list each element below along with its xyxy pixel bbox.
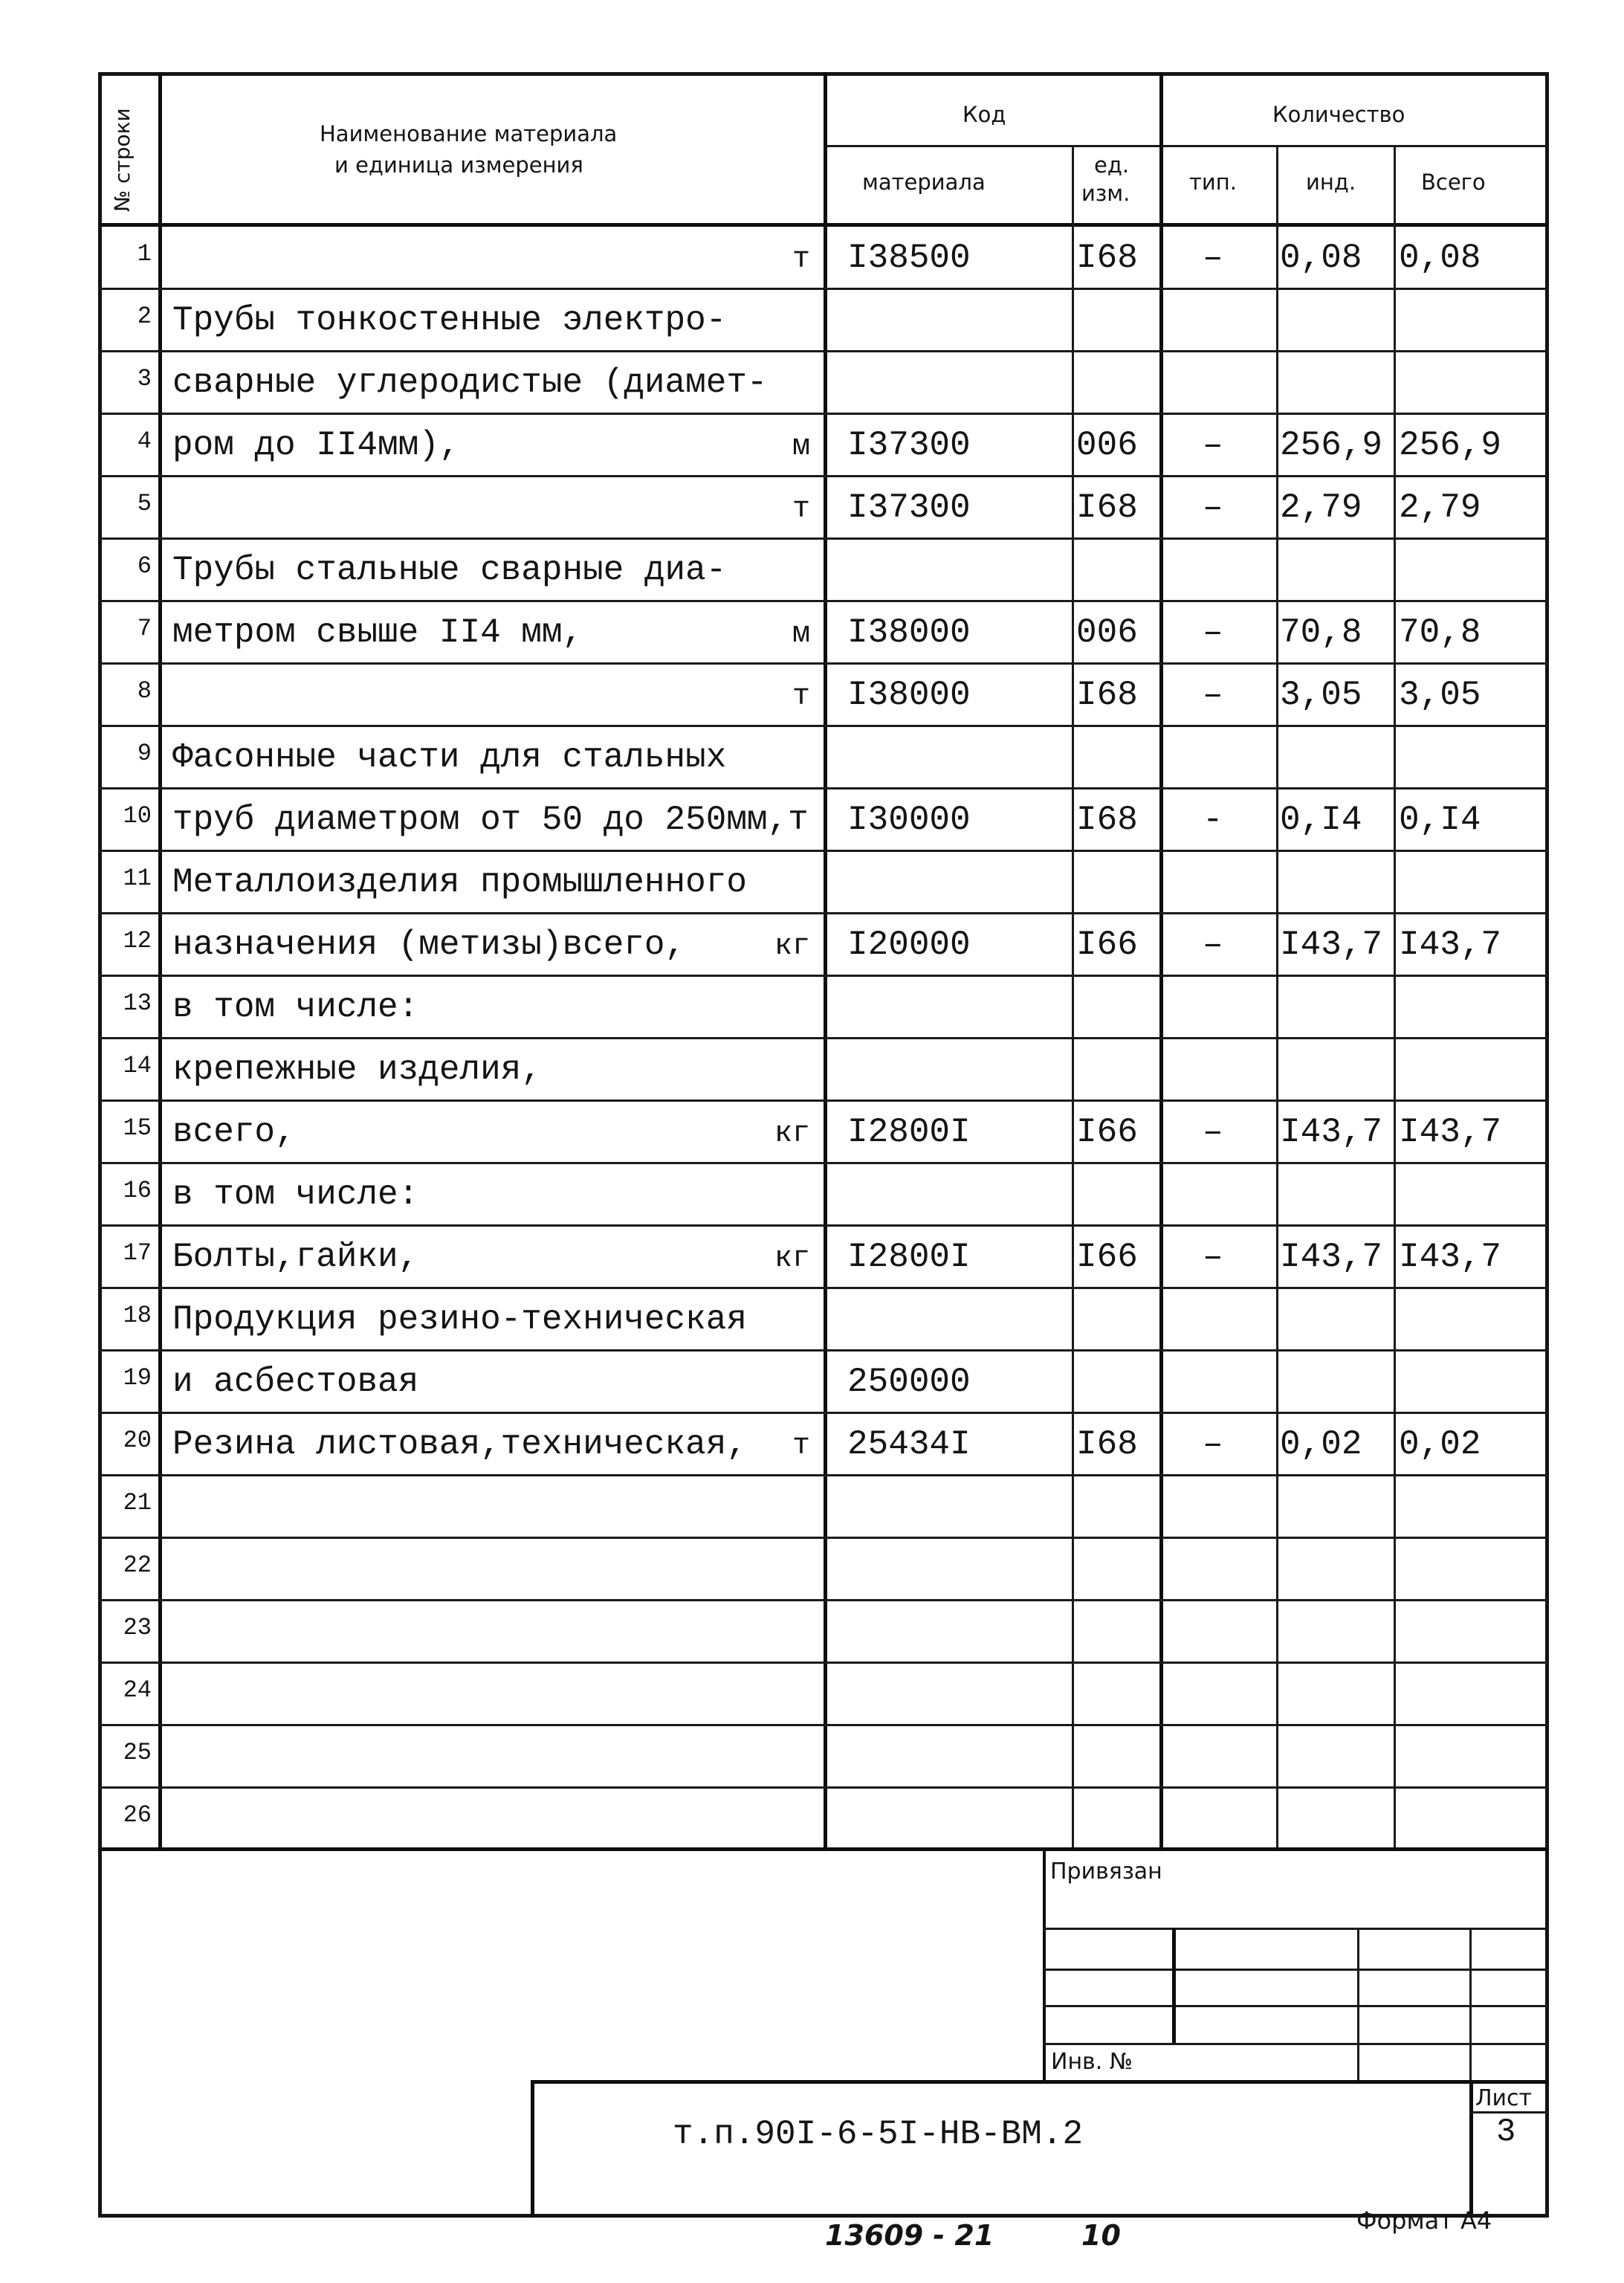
row-number: 19 <box>123 1364 152 1392</box>
row-number: 9 <box>137 740 152 767</box>
quantity-ind-header: инд. <box>1306 169 1356 195</box>
material-code: I30000 <box>847 801 971 839</box>
row-number: 21 <box>123 1489 152 1517</box>
quantity-individual: 70,8 <box>1280 613 1362 652</box>
row-number: 17 <box>123 1239 152 1267</box>
quantity-total: I43,7 <box>1399 926 1502 964</box>
quantity-total: I43,7 <box>1399 1238 1502 1276</box>
material-code: 25434I <box>847 1425 971 1464</box>
unit-code: I68 <box>1076 801 1138 839</box>
row-number: 26 <box>123 1801 152 1829</box>
row-number: 18 <box>123 1302 152 1329</box>
quantity-typical: – <box>1203 926 1223 964</box>
sheet-label: Лист <box>1475 2085 1533 2111</box>
quantity-individual: 3,05 <box>1280 676 1362 714</box>
quantity-typical: – <box>1203 1425 1223 1464</box>
row-number: 7 <box>137 615 152 642</box>
code-material-header: материала <box>862 169 986 195</box>
unit-code: 006 <box>1076 613 1138 652</box>
material-code: I37300 <box>847 488 971 527</box>
quantity-individual: I43,7 <box>1280 1238 1383 1276</box>
unit-code: I66 <box>1076 1238 1138 1276</box>
unit-code: I66 <box>1076 926 1138 964</box>
quantity-individual: I43,7 <box>1280 1113 1383 1152</box>
row-number: 15 <box>123 1114 152 1142</box>
quantity-total: 0,02 <box>1399 1425 1481 1464</box>
sheet-number: 3 <box>1496 2114 1516 2151</box>
row-number: 24 <box>123 1676 152 1704</box>
quantity-typical: – <box>1203 613 1223 652</box>
quantity-typical: – <box>1203 239 1223 277</box>
unit-code: I68 <box>1076 676 1138 714</box>
row-number-header: № строки <box>110 108 135 212</box>
quantity-individual: 2,79 <box>1280 488 1362 527</box>
quantity-individual: 0,02 <box>1280 1425 1362 1464</box>
quantity-total: I43,7 <box>1399 1113 1502 1152</box>
row-number: 14 <box>123 1052 152 1079</box>
code-group-header: Код <box>963 102 1006 127</box>
quantity-group-header: Количество <box>1272 102 1405 127</box>
unit-code: 006 <box>1076 426 1138 465</box>
unit-of-measure: т <box>792 243 810 277</box>
name-header-line2: и единица измерения <box>334 152 583 178</box>
quantity-typical: – <box>1203 1238 1223 1276</box>
row-number: 23 <box>123 1614 152 1641</box>
row-number: 5 <box>137 490 152 517</box>
unit-of-measure: кг <box>774 1242 810 1276</box>
row-number: 16 <box>123 1177 152 1204</box>
material-name: Трубы тонкостенные электро- <box>172 301 727 340</box>
name-header-line1: Наименование материала <box>320 121 618 146</box>
quantity-total: 0,08 <box>1399 239 1481 277</box>
unit-code: I68 <box>1076 1425 1138 1464</box>
unit-of-measure: м <box>792 430 810 464</box>
handwritten-archive-number: 13609 - 21 <box>825 2219 994 2252</box>
material-name: Болты,гайки, <box>172 1238 419 1276</box>
material-code: I20000 <box>847 926 971 964</box>
quantity-typical: – <box>1203 676 1223 714</box>
material-code: 250000 <box>847 1363 971 1401</box>
material-name: в том числе: <box>172 1175 419 1214</box>
code-unit-header-line1: ед. <box>1094 152 1130 178</box>
unit-of-measure: кг <box>774 930 810 963</box>
quantity-total: 256,9 <box>1399 426 1502 465</box>
row-number: 3 <box>137 365 152 393</box>
unit-of-measure: т <box>792 1430 810 1463</box>
quantity-total: 2,79 <box>1399 488 1481 527</box>
row-number: 20 <box>123 1427 152 1454</box>
quantity-individual: I43,7 <box>1280 926 1383 964</box>
unit-of-measure: т <box>792 493 810 526</box>
quantity-typical: – <box>1203 488 1223 527</box>
unit-of-measure: м <box>792 618 810 651</box>
row-number: 8 <box>137 677 152 705</box>
quantity-typ-header: тип. <box>1189 169 1237 195</box>
row-number: 4 <box>137 427 152 455</box>
material-code: I2800I <box>847 1238 971 1276</box>
material-code: I38000 <box>847 613 971 652</box>
material-name: и асбестовая <box>172 1363 419 1401</box>
row-number: 11 <box>123 865 152 892</box>
quantity-typical: – <box>1203 426 1223 465</box>
row-number: 2 <box>137 303 152 330</box>
material-name: Металлоизделия промышленного <box>172 863 747 902</box>
unit-of-measure: кг <box>774 1117 810 1151</box>
material-name: в том числе: <box>172 988 419 1027</box>
unit-of-measure: т <box>792 680 810 714</box>
material-name: ром до II4мм), <box>172 426 460 465</box>
format-label: Формат А4 <box>1356 2206 1492 2235</box>
row-number: 12 <box>123 927 152 955</box>
code-unit-header-line2: изм. <box>1081 181 1130 206</box>
unit-code: I66 <box>1076 1113 1138 1152</box>
material-name: назначения (метизы)всего, <box>172 926 686 964</box>
material-name: Продукция резино-техническая <box>172 1300 747 1339</box>
material-name: Трубы стальные сварные диа- <box>172 551 727 590</box>
quantity-typical: – <box>1203 1113 1223 1152</box>
material-name: Фасонные части для стальных <box>172 738 727 777</box>
row-number: 1 <box>137 240 152 268</box>
material-code: I38500 <box>847 239 971 277</box>
quantity-individual: 256,9 <box>1280 426 1383 465</box>
material-code: I37300 <box>847 426 971 465</box>
quantity-typical: - <box>1203 801 1223 839</box>
document-code: т.п.90I-6-5I-НВ-ВМ.2 <box>673 2115 1084 2154</box>
unit-code: I68 <box>1076 488 1138 527</box>
quantity-total: 70,8 <box>1399 613 1481 652</box>
quantity-total-header: Всего <box>1421 169 1486 195</box>
quantity-individual: 0,I4 <box>1280 801 1362 839</box>
material-name: крепежные изделия, <box>172 1050 542 1089</box>
material-name: метром свыше II4 мм, <box>172 613 583 652</box>
material-name: сварные углеродистые (диамет- <box>172 364 768 402</box>
quantity-total: 0,I4 <box>1399 801 1481 839</box>
row-number: 13 <box>123 989 152 1017</box>
row-number: 10 <box>123 802 152 830</box>
material-name: труб диаметром от 50 до 250мм,т <box>172 801 809 839</box>
row-number: 25 <box>123 1739 152 1766</box>
material-name: всего, <box>172 1113 296 1152</box>
material-code: I38000 <box>847 676 971 714</box>
handwritten-page-mark: 10 <box>1081 2219 1121 2252</box>
material-name: Резина листовая,техническая, <box>172 1425 747 1464</box>
row-number: 22 <box>123 1551 152 1579</box>
attached-label: Привязан <box>1050 1859 1162 1885</box>
inv-number-label: Инв. № <box>1051 2049 1133 2075</box>
quantity-individual: 0,08 <box>1280 239 1362 277</box>
unit-code: I68 <box>1076 239 1138 277</box>
quantity-total: 3,05 <box>1399 676 1481 714</box>
material-code: I2800I <box>847 1113 971 1152</box>
row-number: 6 <box>137 552 152 580</box>
